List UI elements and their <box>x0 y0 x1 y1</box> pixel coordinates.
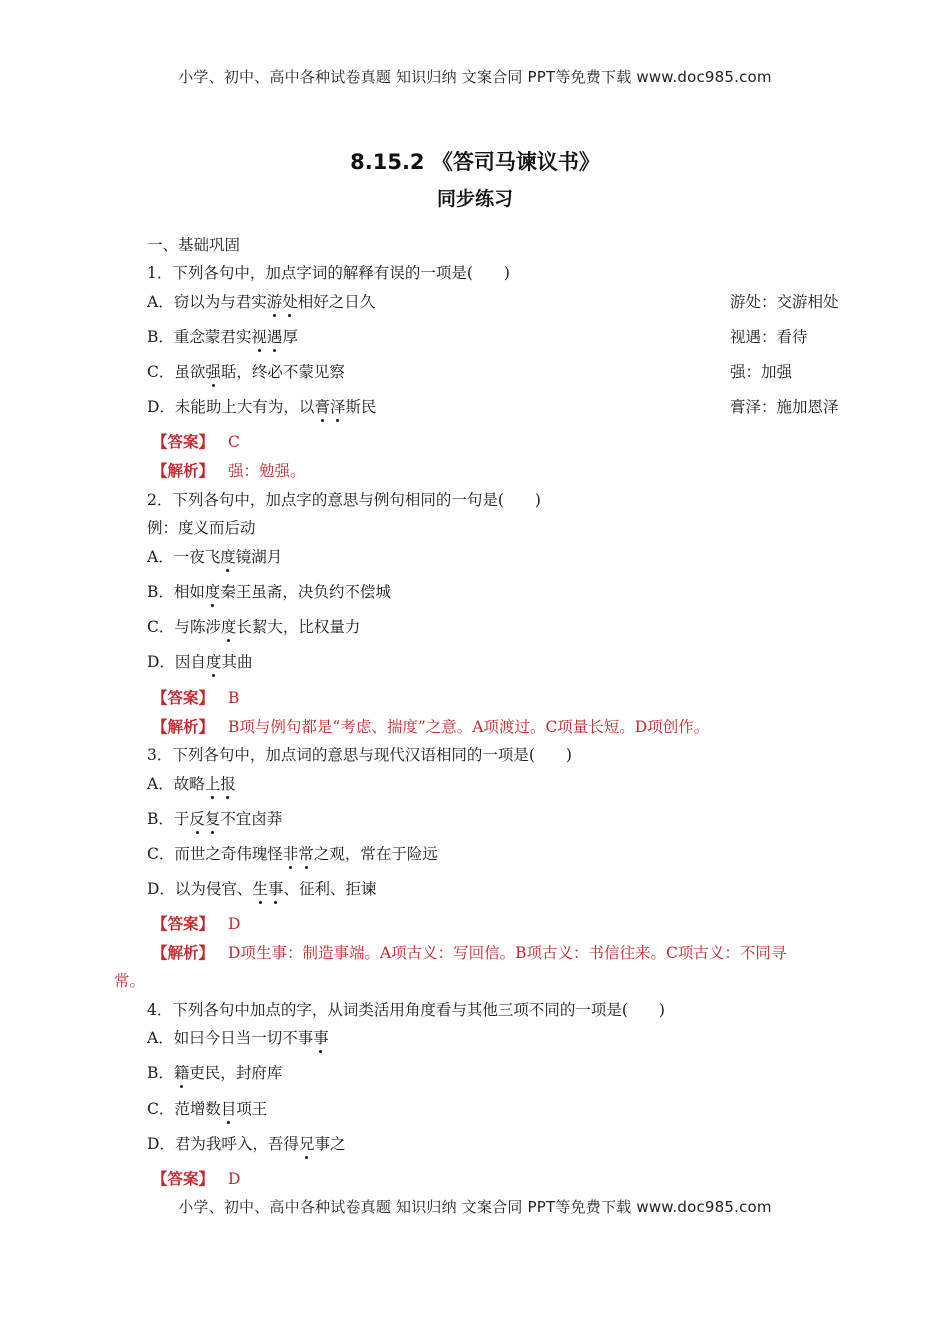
dotted-char: 度 <box>220 548 236 566</box>
q1-option-d: D．未能助上大有为，以膏泽斯民 膏泽：施加恩泽 <box>147 398 839 416</box>
dotted-char: 泽 <box>329 398 346 416</box>
q2-answer: 【答案】 B <box>152 688 240 707</box>
dotted-char: 目 <box>220 1100 237 1118</box>
q1-option-a-note: 游处：交游相处 <box>730 293 839 311</box>
q1-option-c-note: 强：加强 <box>730 363 793 381</box>
dotted-char: 生 <box>252 880 268 898</box>
dotted-char: 遇 <box>266 328 283 346</box>
q2-example: 例：度义而后动 <box>147 519 256 537</box>
dotted-char: 兄 <box>298 1135 315 1153</box>
q4-answer: 【答案】 D <box>152 1169 241 1188</box>
q2-option-d: D．因自度其曲 <box>147 653 253 671</box>
q1-answer: 【答案】 C <box>152 432 240 451</box>
q1-option-a: A．窃以为与君实游处相好之日久 游处：交游相处 <box>147 293 839 311</box>
q4-option-c: C．范增数目项王 <box>147 1100 268 1118</box>
q2-stem: 2．下列各句中，加点字的意思与例句相同的一句是( ) <box>147 491 541 509</box>
q2-option-c: C．与陈涉度长絜大，比权量力 <box>147 618 361 636</box>
dotted-char: 膏 <box>314 398 330 416</box>
dotted-char: 报 <box>220 775 236 793</box>
q2-option-b: B．相如度秦王虽斋，决负约不偿城 <box>147 583 391 601</box>
q1-option-b: B．重念蒙君实视遇厚 视遇：看待 <box>147 328 808 346</box>
doc-title: 8.15.2 《答司马谏议书》 <box>350 150 600 174</box>
dotted-char: 常 <box>298 845 314 863</box>
q1-analysis: 【解析】 强：勉强。 <box>152 461 306 480</box>
q3-answer: 【答案】 D <box>152 914 241 933</box>
q3-option-d: D．以为侵官、生事、征利、拒谏 <box>147 880 377 898</box>
q3-stem: 3．下列各句中，加点词的意思与现代汉语相同的一项是( ) <box>147 746 572 764</box>
dotted-char: 度 <box>205 653 222 671</box>
dotted-char: 强 <box>205 363 221 381</box>
dotted-char: 度 <box>204 583 221 601</box>
dotted-char: 事 <box>313 1029 329 1047</box>
dotted-char: 复 <box>204 810 221 828</box>
q4-option-a: A．如曰今日当一切不事事 <box>147 1029 329 1047</box>
dotted-char: 非 <box>282 845 299 863</box>
q1-stem: 1．下列各句中，加点字词的解释有误的一项是( ) <box>147 264 510 282</box>
q4-stem: 4．下列各句中加点的字，从词类活用角度看与其他三项不同的一项是( ) <box>147 1001 665 1019</box>
dotted-char: 处 <box>282 293 298 311</box>
dotted-char: 反 <box>189 810 205 828</box>
q2-option-a: A．一夜飞度镜湖月 <box>147 548 283 566</box>
footer-banner: 小学、初中、高中各种试卷真题 知识归纳 文案合同 PPT等免费下载 www.doc985.com <box>178 1198 772 1216</box>
header-banner: 小学、初中、高中各种试卷真题 知识归纳 文案合同 PPT等免费下载 www.doc985.com <box>178 68 772 86</box>
dotted-char: 游 <box>266 293 283 311</box>
q4-option-b: B．籍吏民，封府库 <box>147 1064 283 1082</box>
dotted-char: 上 <box>204 775 221 793</box>
q3-analysis-continued: 常。 <box>114 972 146 990</box>
dotted-char: 籍 <box>173 1064 190 1082</box>
q4-option-d: D．君为我呼入，吾得兄事之 <box>147 1135 346 1153</box>
q3-option-a: A．故略上报 <box>147 775 236 793</box>
q1-option-b-note: 视遇：看待 <box>730 328 808 346</box>
q1-option-c: C．虽欲强聒，终必不蒙见察 强：加强 <box>147 363 793 381</box>
doc-subtitle: 同步练习 <box>436 188 513 210</box>
section-heading: 一、基础巩固 <box>147 236 241 254</box>
dotted-char: 事 <box>267 880 284 898</box>
q3-option-c: C．而世之奇伟瑰怪非常之观，常在于险远 <box>147 845 438 863</box>
q3-option-b: B．于反复不宜卤莽 <box>147 810 283 828</box>
q3-analysis: 【解析】 D项生事：制造事端。A项古义：写回信。B项古义：书信往来。C项古义：不同寻 <box>152 943 787 962</box>
q1-option-d-note: 膏泽：施加恩泽 <box>730 398 839 416</box>
dotted-char: 视 <box>251 328 267 346</box>
dotted-char: 度 <box>220 618 237 636</box>
q2-analysis: 【解析】 B项与例句都是“考虑、揣度”之意。A项渡过。C项量长短。D项创作。 <box>152 717 710 736</box>
